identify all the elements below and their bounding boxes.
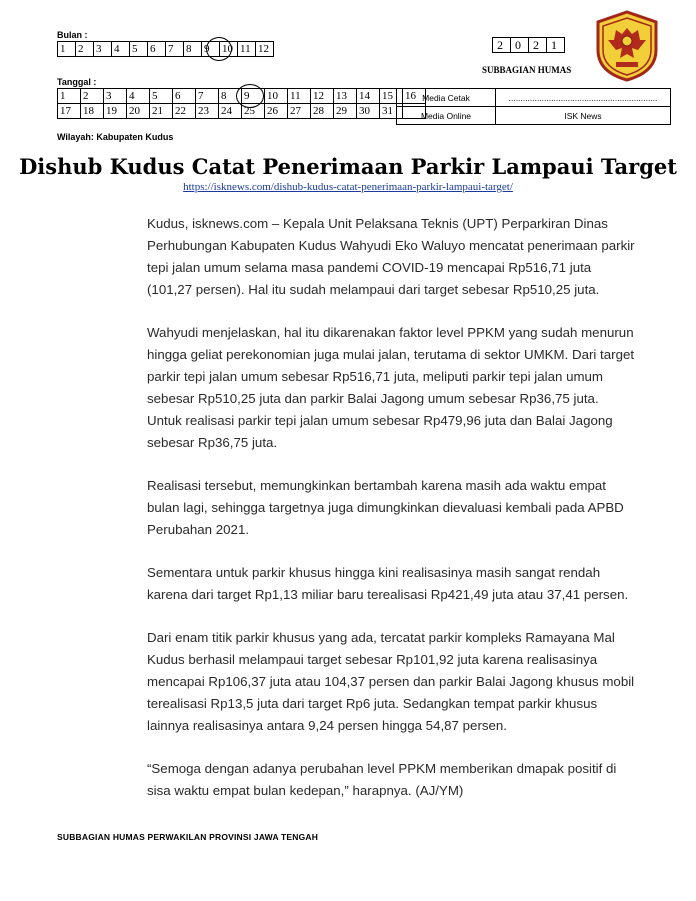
month-cell: 4 [112, 42, 130, 57]
date-cell: 19 [104, 104, 127, 119]
date-cell: 5 [150, 89, 173, 104]
wilayah-label: Wilayah: Kabupaten Kudus [57, 132, 174, 142]
date-cell: 10 [265, 89, 288, 104]
selected-date-circle [236, 84, 264, 108]
date-cell: 30 [357, 104, 380, 119]
date-cell: 9 [242, 89, 265, 104]
date-cell: 11 [288, 89, 311, 104]
garuda-emblem-icon [594, 10, 660, 82]
selected-month-circle [206, 37, 232, 61]
date-cell: 12 [311, 89, 334, 104]
date-cell: 2 [81, 89, 104, 104]
article-title: Dishub Kudus Catat Penerimaan Parkir Lampaui Target [19, 154, 677, 179]
month-cell: 7 [166, 42, 184, 57]
subbagian-humas-label: SUBBAGIAN HUMAS [482, 65, 572, 75]
date-cell: 16 [403, 89, 426, 104]
year-digit-cell: 2 [529, 38, 547, 53]
date-cell: 18 [81, 104, 104, 119]
date-cell: 25 [242, 104, 265, 119]
media-online-value: ISK News [496, 107, 671, 125]
date-cell: 26 [265, 104, 288, 119]
date-cell: 15 [380, 89, 403, 104]
date-cell: 31 [380, 104, 403, 119]
date-cell: 8 [219, 89, 242, 104]
date-cell: 4 [127, 89, 150, 104]
date-cell: 23 [196, 104, 219, 119]
media-table [396, 88, 671, 125]
date-cell: 28 [311, 104, 334, 119]
year-digit-cell: 0 [511, 38, 529, 53]
year-digit-cell: 1 [547, 38, 565, 53]
month-grid [57, 41, 274, 57]
date-cell: 3 [104, 89, 127, 104]
date-cell: 7 [196, 89, 219, 104]
date-cell: 21 [150, 104, 173, 119]
date-cell: 1 [58, 89, 81, 104]
footer-label: SUBBAGIAN HUMAS PERWAKILAN PROVINSI JAWA TENGAH [57, 832, 319, 842]
article-paragraph-6: “Semoga dengan adanya perubahan level PPKM memberikan dmapak positif di sisa waktu empat bulan kedepan,” harapnya. (AJ/YM) [147, 761, 617, 798]
month-cell: 6 [148, 42, 166, 57]
media-cetak-label: Media Cetak [397, 89, 496, 107]
media-online-label: Media Online [397, 107, 496, 125]
date-cell: 17 [58, 104, 81, 119]
month-cell: 12 [256, 42, 274, 57]
article-body [147, 213, 637, 823]
year-digit-cell: 2 [493, 38, 511, 53]
date-cell: 13 [334, 89, 357, 104]
date-cell: 22 [173, 104, 196, 119]
month-cell: 5 [130, 42, 148, 57]
tanggal-label: Tanggal : [57, 77, 97, 87]
month-cell: 8 [184, 42, 202, 57]
date-cell: 14 [357, 89, 380, 104]
year-grid [492, 37, 565, 53]
article-url-link[interactable]: https://isknews.com/dishub-kudus-catat-penerimaan-parkir-lampaui-target/ [183, 181, 513, 193]
media-cetak-value: ............................................................... [496, 89, 671, 107]
date-cell: 20 [127, 104, 150, 119]
article-paragraph-1: Kudus, isknews.com – Kepala Unit Pelaksana Teknis (UPT) Perparkiran Dinas Perhubungan Kabupaten Kudus Wahyudi Eko Waluyo mencatat penerimaan parkir tepi jalan umum selama masa pandemi COVID-19 mencapai Rp516,71 juta (101,27 persen). Hal itu sudah melampaui dari target sebesar Rp510,25 juta. [147, 216, 635, 297]
article-paragraph-3: Realisasi tersebut, memungkinkan bertambah karena masih ada waktu empat bulan lagi, sehingga targetnya juga dimungkinkan dievaluasi kembali pada APBD Perubahan 2021. [147, 478, 624, 537]
article-paragraph-4: Sementara untuk parkir khusus hingga kini realisasinya masih sangat rendah karena dari target Rp1,13 miliar baru terealisasi Rp421,49 juta atau 37,41 persen. [147, 565, 629, 602]
month-cell: 9 [202, 42, 220, 57]
date-cell: 29 [334, 104, 357, 119]
month-cell: 2 [76, 42, 94, 57]
month-cell: 11 [238, 42, 256, 57]
month-cell: 1 [58, 42, 76, 57]
article-paragraph-5: Dari enam titik parkir khusus yang ada, tercatat parkir kompleks Ramayana Mal Kudus berhasil melampaui target sebesar Rp101,92 juta karena realisasinya mencapai Rp106,37 juta atau 104,37 persen dan parkir Balai Jagong khusus mobil terealisasi Rp13,5 juta dari target Rp6 juta. Sedangkan tempat parkir khusus lainnya realisasinya antara 9,24 persen hingga 54,87 persen. [147, 630, 635, 733]
month-cell: 10 [220, 42, 238, 57]
date-cell: 27 [288, 104, 311, 119]
month-cell: 3 [94, 42, 112, 57]
article-paragraph-2: Wahyudi menjelaskan, hal itu dikarenakan faktor level PPKM yang sudah menurun hingga geliat perekonomian juga mulai jalan, terutama di sektor UMKM. Dari target parkir tepi jalan umum sebesar Rp516,71 juta, meliputi parkir tepi jalan umum sebesar Rp510,25 juta dan parkir Balai Jagong umum sebesar Rp36,75 juta. Untuk realisasi parkir tepi jalan umum sebesar Rp479,96 juta dan Balai Jagong sebesar Rp36,75 juta. [147, 325, 635, 450]
date-cell: 6 [173, 89, 196, 104]
date-cell: 24 [219, 104, 242, 119]
bulan-label: Bulan : [57, 30, 88, 40]
